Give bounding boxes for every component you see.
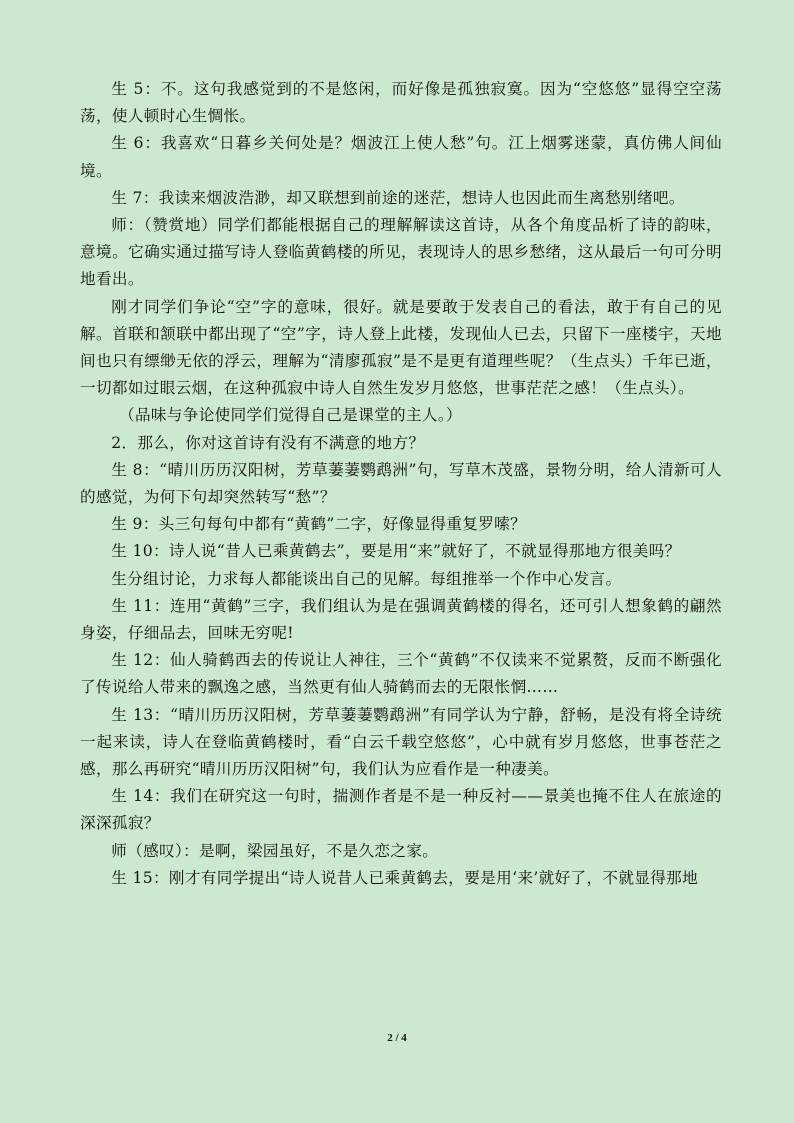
paragraph-group-discussion: 生分组讨论，力求每人都能谈出自己的见解。每组推举一个作中心发言。 (111, 569, 622, 588)
paragraph-student-12: 生 12：仙人骑鹤西去的传说让人神往，三个“黄鹤”不仅读来不觉累赘，反而不断强化了传说给人带来的飘逸之感，当然更有仙人骑鹤而去的无限怅惘…… (80, 651, 722, 697)
paragraph-teacher-comment: 师：（赞赏地）同学们都能根据自己的理解解读这首诗，从各个角度品析了诗的韵味，意境。它确实通过描写诗人登临黄鹤楼的所见，表现诗人的思乡愁绪，这从最后一句可分明地看出。 (80, 216, 722, 289)
paragraph-student-6: 生 6：我喜欢“日暮乡关何处是？烟波江上使人愁”句。江上烟雾迷蒙，真仿佛人间仙境。 (80, 134, 722, 180)
document-body (80, 76, 722, 892)
paragraph-student-9: 生 9：头三句每句中都有“黄鹤”二字，好像显得重复罗嗦？ (111, 515, 527, 534)
page-number: 2 / 4 (387, 1032, 407, 1044)
paragraph-student-11: 生 11：连用“黄鹤”三字，我们组认为是在强调黄鹤楼的得名，还可引人想象鹤的翩然身姿，仔细品去，回味无穷呢! (80, 596, 722, 643)
paragraph-note: （品味与争论使同学们觉得自己是课堂的主人。） (119, 406, 462, 425)
paragraph-teacher-discussion: 刚才同学们争论“空”字的意味，很好。就是要敢于发表自己的看法，敢于有自己的见解。首联和颔联中都出现了“空”字，诗人登上此楼，发现仙人已去，只留下一座楼宇，天地间也只有缥缈无依的浮云，理解为“清廖孤寂”是不是更有道理些呢？（生点头）千年已逝，一切都如过眼云烟，在这种孤寂中诗人自然生发岁月悠悠，世事茫茫之感！（生点头）。 (80, 297, 722, 398)
paragraph-student-15: 生 15：刚才有同学提出“诗人说昔人已乘黄鹤去，要是用‘来’就好了，不就显得那地 (111, 868, 699, 887)
paragraph-student-10: 生 10：诗人说“昔人已乘黄鹤去”，要是用“来”就好了，不就显得那地方很美吗？ (111, 542, 681, 561)
paragraph-teacher-sigh: 师（感叹）：是啊，梁园虽好，不是久恋之家。 (111, 841, 439, 860)
paragraph-student-5: 生 5：不。这句我感觉到的不是悠闲，而好像是孤独寂寞。因为“空悠悠”显得空空荡荡，使人顿时心生惆怅。 (80, 80, 722, 126)
paragraph-student-13: 生 13：“晴川历历汉阳树，芳草萋萋鹦鹉洲”有同学认为宁静，舒畅，是没有将全诗统一起来读，诗人在登临黄鹤楼时，看“白云千载空悠悠”，心中就有岁月悠悠，世事苍茫之感，那么再研究“晴川历历汉阳树”句，我们认为应看作是一种凄美。 (80, 705, 722, 779)
paragraph-question-2: 2．那么，你对这首诗有没有不满意的地方？ (111, 433, 425, 452)
paragraph-student-8: 生 8：“晴川历历汉阳树，芳草萋萋鹦鹉洲”句，写草木茂盛，景物分明，给人清新可人的感觉，为何下句却突然转写“愁”？ (80, 460, 722, 507)
paragraph-student-7: 生 7：我读来烟波浩渺，却又联想到前途的迷茫，想诗人也因此而生离愁别绪吧。 (111, 188, 685, 207)
paragraph-student-14: 生 14：我们在研究这一句时，揣测作者是不是一种反衬——景美也掩不住人在旅途的深深孤寂？ (80, 787, 722, 833)
